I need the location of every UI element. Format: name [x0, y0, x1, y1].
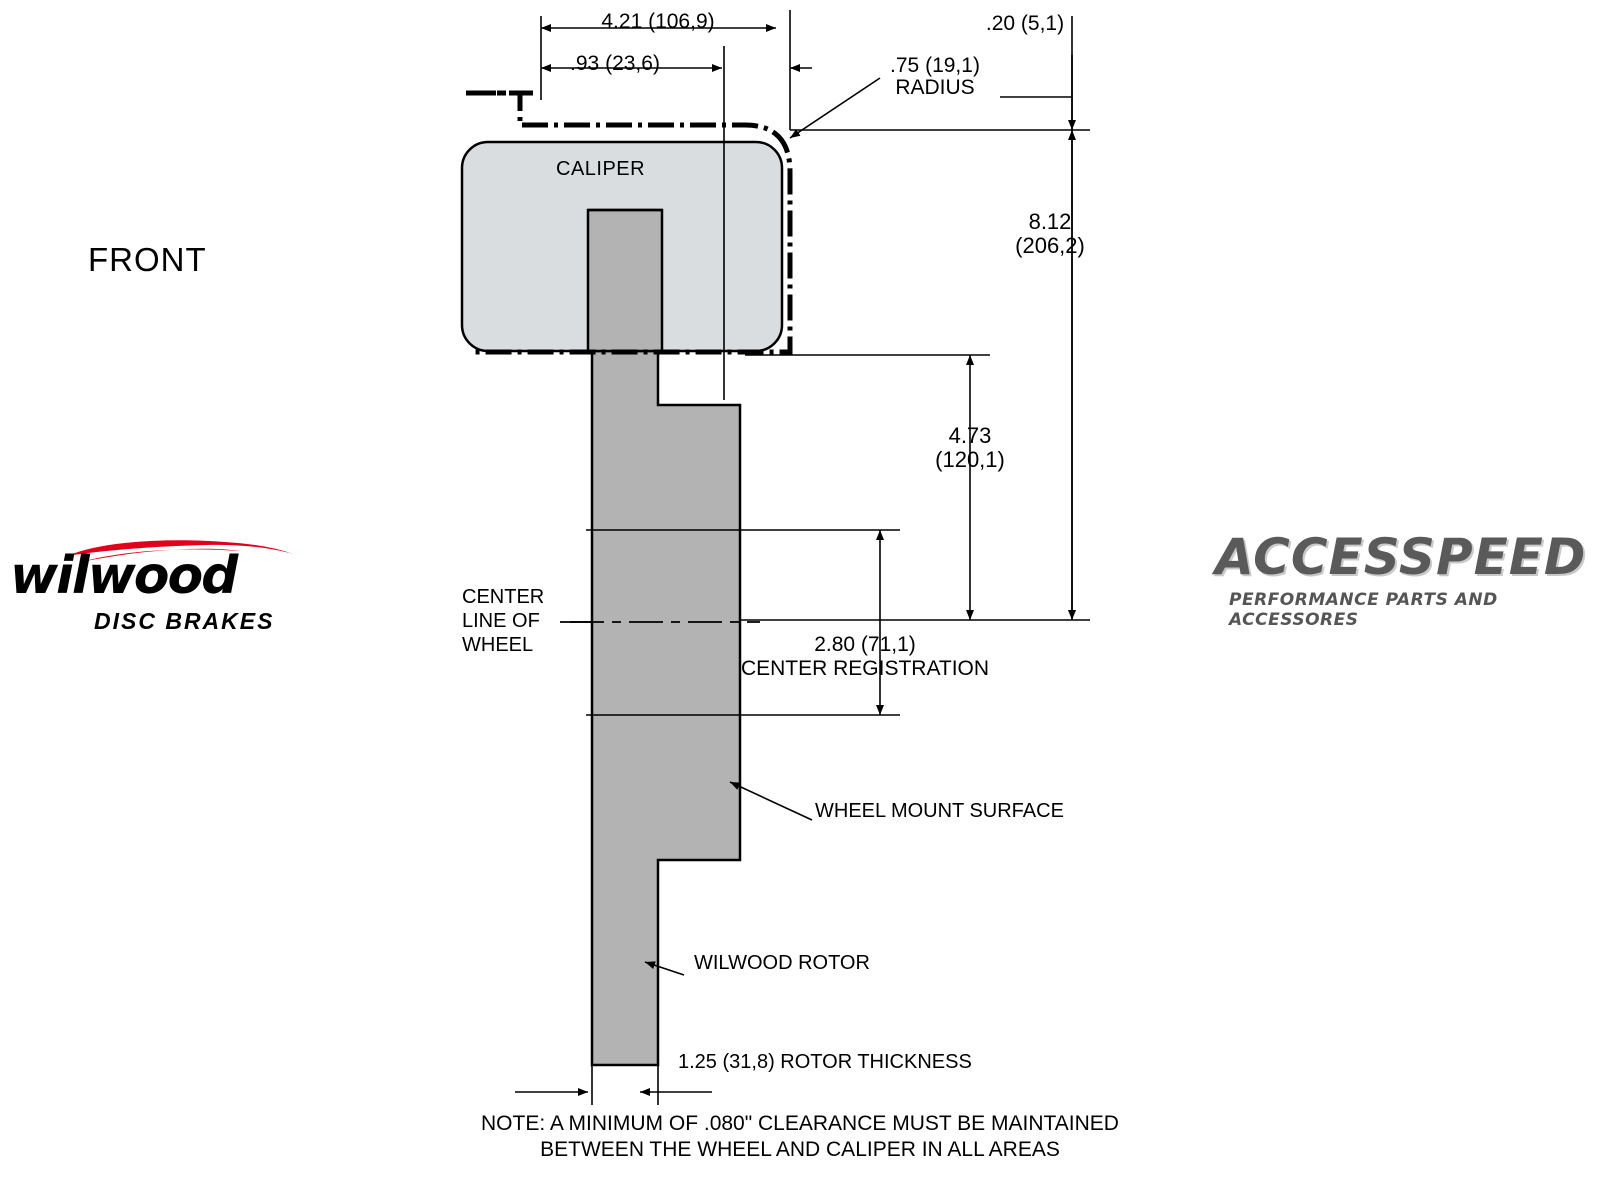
dimension-overall-height-metric: (206,2): [1015, 233, 1085, 258]
center-line-label-row1: CENTER: [462, 586, 545, 608]
dimension-overall-width: 4.21 (106,9): [601, 10, 715, 33]
dimension-clearance: .20 (5,1): [985, 12, 1065, 35]
dimension-center-registration-value: 2.80 (71,1): [814, 633, 916, 656]
center-line-label-row2: LINE OF: [462, 610, 540, 632]
dimension-inner-width: .93 (23,6): [570, 52, 660, 75]
dimension-radius-label: RADIUS: [895, 76, 975, 99]
accesspeed-tagline: PERFORMANCE PARTS AND ACCESSORES: [1229, 590, 1498, 630]
wilwood-rotor-callout: WILWOOD ROTOR: [694, 952, 870, 974]
view-label-front: FRONT: [88, 241, 207, 278]
note-line-2: BETWEEN THE WHEEL AND CALIPER IN ALL AREAS: [540, 1138, 1060, 1161]
wheel-mount-surface-callout: WHEEL MOUNT SURFACE: [815, 800, 1064, 822]
dimension-rotor-thickness: 1.25 (31,8) ROTOR THICKNESS: [678, 1051, 972, 1073]
caliper-label: CALIPER: [556, 158, 646, 180]
dimension-radius-value: .75 (19,1): [890, 54, 980, 77]
dimension-overall-height-value: 8.12: [1028, 209, 1072, 234]
dimension-center-registration-label: CENTER REGISTRATION: [740, 657, 990, 680]
wilwood-logo: [10, 538, 330, 648]
dimension-offset-height-metric: (120,1): [935, 447, 1005, 472]
accesspeed-logo: [1215, 528, 1587, 638]
note-line-1: NOTE: A MINIMUM OF .080" CLEARANCE MUST BE MAINTAINED: [481, 1112, 1119, 1135]
center-line-label-row3: WHEEL: [462, 634, 534, 656]
wilwood-tagline: DISC BRAKES: [94, 608, 275, 634]
dimension-offset-height-value: 4.73: [948, 423, 992, 448]
wilwood-wordmark: wilwood: [10, 546, 237, 606]
accesspeed-wordmark: ACCESSPEED: [1215, 528, 1587, 586]
